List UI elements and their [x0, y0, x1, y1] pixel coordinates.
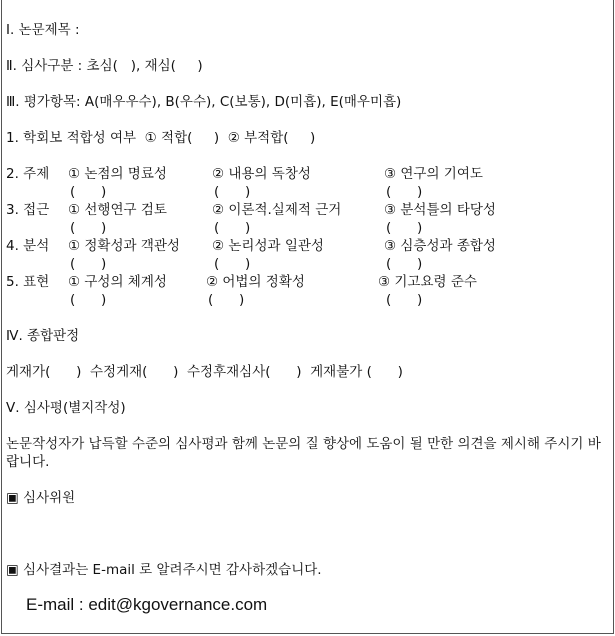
score-blank: ( ): [214, 256, 251, 272]
criterion-label: 3. 접근: [6, 202, 50, 218]
score-blank: ( ): [386, 184, 423, 200]
criterion-item: ① 선행연구 검토: [68, 202, 167, 218]
score-blank: ( ): [70, 256, 107, 272]
criterion-item: ③ 분석틀의 타당성: [384, 202, 496, 218]
instruction-text: 논문작성자가 납득할 수준의 심사평과 함께 논문의 질 향상에 도움이 될 만한 의견을 제시해 주시기 바랍니다.: [6, 436, 601, 470]
criterion-item: ① 구성의 체계성: [68, 274, 167, 290]
suitability-question: 1. 학회보 적합성 여부 ① 적합( ) ② 부적합( ): [6, 130, 316, 146]
criterion-label: 4. 분석: [6, 238, 50, 254]
criterion-label: 2. 주제: [6, 166, 50, 182]
notice-text: ▣ 심사결과는 E-mail 로 알려주시면 감사하겠습니다.: [6, 562, 322, 578]
criterion-label: 5. 표현: [6, 274, 50, 290]
verdict-options: 게재가( ) 수정게재( ) 수정후재심사( ) 게재불가 ( ): [6, 364, 403, 380]
score-blank: ( ): [214, 220, 251, 236]
section-review-comments: Ⅴ. 심사평(별지작성): [6, 400, 126, 416]
criterion-item: ③ 연구의 기여도: [384, 166, 483, 182]
score-blank: ( ): [386, 292, 423, 308]
criterion-item: ② 이론적.실제적 근거: [212, 202, 342, 218]
criterion-item: ② 어법의 정확성: [206, 274, 305, 290]
section-review-type: Ⅱ. 심사구분 : 초심( ), 재심( ): [6, 58, 203, 74]
criterion-item: ① 논점의 명료성: [68, 166, 167, 182]
section-overall-judgment: Ⅳ. 종합판정: [6, 328, 80, 344]
score-blank: ( ): [208, 292, 245, 308]
score-blank: ( ): [70, 292, 107, 308]
reviewer-label: ▣ 심사위원: [6, 490, 76, 506]
score-blank: ( ): [70, 184, 107, 200]
score-blank: ( ): [386, 220, 423, 236]
criterion-item: ③ 기고요령 준수: [378, 274, 477, 290]
score-blank: ( ): [214, 184, 251, 200]
section-evaluation-items: Ⅲ. 평가항목: A(매우우수), B(우수), C(보통), D(미흡), E(매우미흡): [6, 94, 402, 110]
criterion-item: ① 정확성과 객관성: [68, 238, 180, 254]
score-blank: ( ): [70, 220, 107, 236]
contact-email: E-mail : edit@kgovernance.com: [26, 595, 268, 614]
criterion-item: ③ 심층성과 종합성: [384, 238, 496, 254]
criterion-item: ② 내용의 독창성: [212, 166, 311, 182]
score-blank: ( ): [386, 256, 423, 272]
criterion-item: ② 논리성과 일관성: [212, 238, 324, 254]
section-title-paper: Ⅰ. 논문제목 :: [6, 22, 80, 38]
